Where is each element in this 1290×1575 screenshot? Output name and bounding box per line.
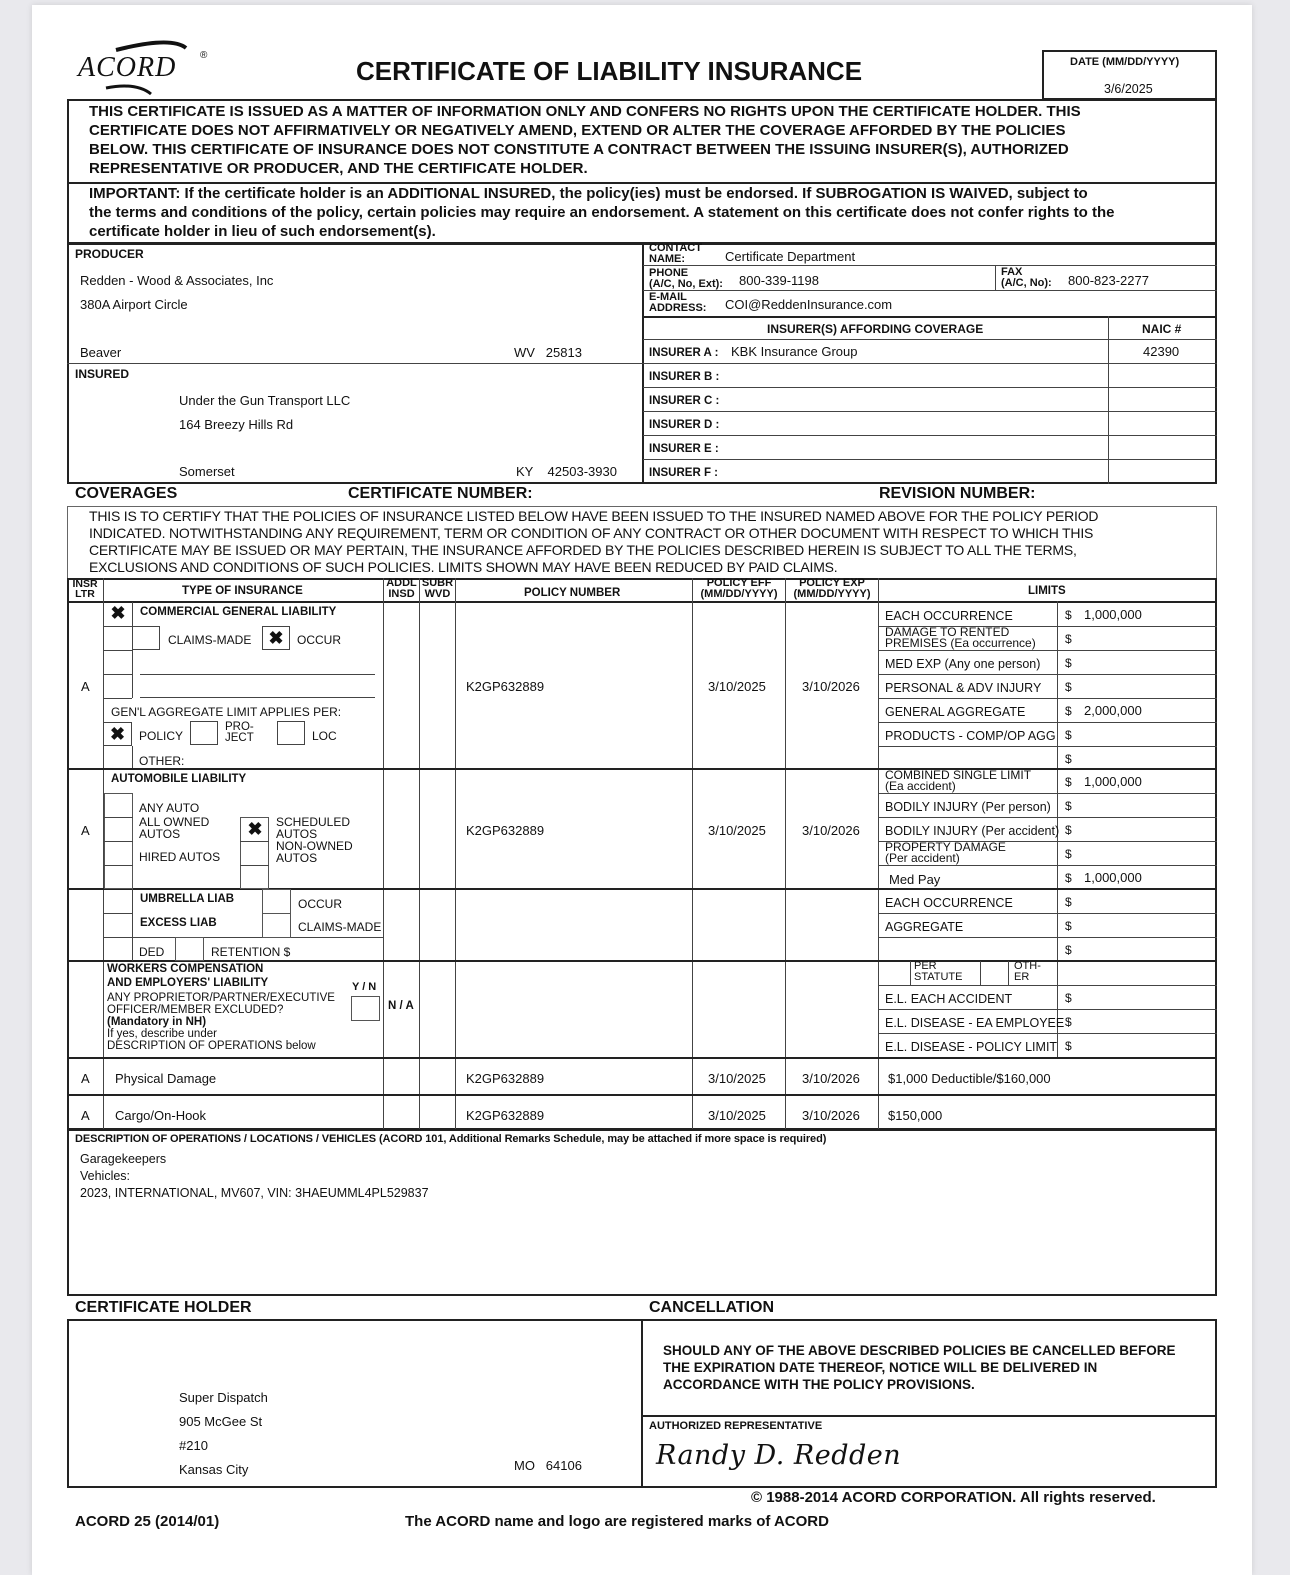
dollar-sign: $ (1065, 871, 1072, 885)
all-owned-autos-label: ALL OWNED AUTOS (139, 815, 210, 841)
policy-checkbox[interactable]: ✖ (104, 722, 132, 746)
yn-label: Y / N (352, 981, 377, 993)
any-auto-label: ANY AUTO (139, 801, 200, 815)
dollar-sign: $ (1065, 991, 1072, 1005)
cgl-policy-number: K2GP632889 (466, 679, 545, 694)
holder-city: Kansas City (179, 1462, 249, 1477)
logo-registered-mark: ® (200, 50, 208, 61)
cgl-insurer-letter: A (81, 679, 90, 694)
email-label: E-MAIL ADDRESS: (649, 291, 707, 314)
row-insurer-letter: A (81, 1071, 90, 1086)
row-limit: $150,000 (888, 1108, 943, 1123)
trademark-notice: The ACORD name and logo are registered marks of ACORD (405, 1513, 829, 1530)
na-label: N / A (388, 1000, 414, 1012)
insured-city: Somerset (179, 464, 235, 479)
cgl-title: COMMERCIAL GENERAL LIABILITY (140, 606, 337, 618)
loc-checkbox[interactable] (277, 721, 305, 745)
limit-label: GENERAL AGGREGATE (885, 705, 1026, 719)
limit-row-divider (878, 1033, 1217, 1034)
limit-row-divider (878, 746, 1217, 747)
dollar-sign: $ (1065, 775, 1072, 789)
limit-row-divider (878, 674, 1217, 675)
holder-suite: #210 (179, 1438, 208, 1453)
col-header-policy-eff: POLICY EFF (MM/DD/YYYY) (700, 577, 778, 600)
insured-label: INSURED (75, 367, 130, 381)
limit-label: BODILY INJURY (Per accident) (885, 824, 1060, 838)
limit-label-line: (Per accident) (885, 851, 960, 865)
ded-checkbox[interactable] (175, 937, 204, 961)
revision-number-label: REVISION NUMBER: (879, 485, 1036, 502)
contact-name: Certificate Department (725, 249, 856, 264)
insurer-label: INSURER A : (649, 347, 719, 359)
fax-label: FAX (A/C, No): (1001, 266, 1052, 289)
row-policy-exp: 3/10/2026 (802, 1108, 860, 1123)
insurer-name: KBK Insurance Group (731, 344, 858, 359)
limit-value: 1,000,000 (1084, 870, 1142, 885)
row-policy-number: K2GP632889 (466, 1108, 545, 1123)
col-header-insr-ltr: INSR LTR (72, 578, 98, 600)
phone-value: 800-339-1198 (739, 273, 819, 288)
insurer-row-divider (643, 363, 1217, 364)
insurer-label: INSURER D : (649, 419, 720, 431)
dollar-sign: $ (1065, 847, 1072, 861)
dollar-sign: $ (1065, 752, 1072, 766)
limit-label: E.L. DISEASE - EA EMPLOYEE (885, 1016, 1065, 1030)
cgl-policy-exp: 3/10/2026 (802, 679, 860, 694)
coverages-statement: THIS IS TO CERTIFY THAT THE POLICIES OF INSURANCE LISTED BELOW HAVE BEEN ISSUED TO THE INSURED NAMED ABOVE FOR THE POLICY PERIOD INDICATED. NOTWITHSTANDING ANY REQUIREMENT, TERM OR CONDITION OF ANY CONTRACT OR OTHER DOCUMENT WITH RESPECT TO WHICH THIS CERTIFICATE MAY BE ISSUED OR MAY PERTAIN, THE INSURANCE AFFORDED BY THE POLICIES DESCRIBED HEREIN IS SUBJECT TO ALL THE TERMS, EXCLUSIONS AND CONDITIONS OF SUCH POLICIES. LIMITS SHOWN MAY HAVE BEEN REDUCED BY PAID CLAIMS. (89, 508, 1099, 575)
limit-label-line: PREMISES (Ea occurrence) (885, 636, 1036, 650)
holder-name: Super Dispatch (179, 1390, 268, 1405)
scheduled-autos-label: SCHEDULED AUTOS (276, 815, 351, 841)
insured-address: 164 Breezy Hills Rd (179, 417, 294, 432)
date-value: 3/6/2025 (1104, 82, 1153, 96)
holder-address (179, 1386, 268, 1482)
other-label: OTHER: (139, 754, 185, 768)
cancellation-label: CANCELLATION (649, 1299, 775, 1316)
umbrella-occur-label: OCCUR (298, 897, 342, 911)
limit-value: 2,000,000 (1084, 703, 1142, 718)
acord-logo (76, 38, 216, 98)
hired-autos-label: HIRED AUTOS (139, 850, 221, 864)
workers-question: ANY PROPRIETOR/PARTNER/EXECUTIVE OFFICER/MEMBER EXCLUDED? (Mandatory in NH) If yes, describe under DESCRIPTION OF OPERATIONS below (107, 992, 335, 1052)
holder-street: 905 McGee St (179, 1414, 263, 1429)
email-value: COI@ReddenInsurance.com (725, 297, 893, 312)
row-policy-eff: 3/10/2025 (708, 1108, 766, 1123)
row-policy-eff: 3/10/2025 (708, 1071, 766, 1086)
signature: Randy D. Redden (656, 1440, 902, 1471)
limit-label-line: PROPERTY DAMAGE (885, 840, 1006, 854)
dollar-sign: $ (1065, 895, 1072, 909)
producer-city: Beaver (80, 345, 122, 360)
dollar-sign: $ (1065, 680, 1072, 694)
limit-label: Med Pay (889, 872, 941, 887)
dollar-sign: $ (1065, 823, 1072, 837)
insurer-row-divider (643, 387, 1217, 388)
dollar-sign: $ (1065, 656, 1072, 670)
limit-label: MED EXP (Any one person) (885, 657, 1041, 671)
col-header-policy-exp: POLICY EXP (MM/DD/YYYY) (793, 577, 871, 600)
certificate-holder-label: CERTIFICATE HOLDER (75, 1299, 252, 1316)
row-coverage-type: Cargo/On-Hook (115, 1108, 207, 1123)
limit-label (885, 770, 1031, 792)
umbrella-claims-made-checkbox[interactable] (262, 913, 291, 938)
col-header-addl-insd: ADDL INSD (386, 577, 417, 600)
dollar-sign: $ (1065, 943, 1072, 957)
claims-made-checkbox[interactable] (132, 626, 160, 650)
phone-label: PHONE (A/C, No, Ext): (649, 267, 723, 290)
project-checkbox[interactable] (190, 721, 218, 745)
limit-value: 1,000,000 (1084, 774, 1142, 789)
insurer-label: INSURER C : (649, 395, 720, 407)
coverages-label: COVERAGES (75, 485, 178, 502)
fax-value: 800-823-2277 (1068, 273, 1149, 288)
per-statute-label: PER STATUTE (914, 960, 963, 983)
insurers-header: INSURER(S) AFFORDING COVERAGE (767, 322, 984, 336)
cgl-checkbox[interactable]: ✖ (110, 603, 126, 623)
insurer-row-divider (643, 411, 1217, 412)
limit-row-divider (878, 650, 1217, 651)
limit-label: E.L. EACH ACCIDENT (885, 992, 1013, 1006)
insured-name: Under the Gun Transport LLC (179, 393, 351, 408)
other-er-label: OTH- ER (1014, 960, 1041, 983)
limit-row-divider (878, 698, 1217, 699)
limit-label (885, 627, 1036, 649)
holder-state-zip: MO 64106 (514, 1458, 582, 1473)
insurer-label: INSURER E : (649, 443, 719, 455)
producer-label: PRODUCER (75, 247, 144, 261)
non-owned-autos-label: NON-OWNED AUTOS (276, 839, 353, 865)
description-label: DESCRIPTION OF OPERATIONS / LOCATIONS / VEHICLES (ACORD 101, Additional Remarks Schedule, may be attached if more space is required) (75, 1133, 827, 1145)
limit-label: AGGREGATE (885, 920, 964, 934)
info-notice: THIS CERTIFICATE IS ISSUED AS A MATTER OF INFORMATION ONLY AND CONFERS NO RIGHTS UPON THE CERTIFICATE HOLDER. THIS CERTIFICATE DOES NOT AFFIRMATIVELY OR NEGATIVELY AMEND, EXTEND OR ALTER THE COVERAGE AFFORDED BY THE POLICIES BELOW. THIS CERTIFICATE OF INSURANCE DOES NOT CONSTITUTE A CONTRACT BETWEEN THE ISSUING INSURER(S), AUTHORIZED REPRESENTATIVE OR PRODUCER, AND THE CERTIFICATE HOLDER. (89, 103, 1081, 177)
auto-insurer-letter: A (81, 823, 90, 838)
limit-label-line: DAMAGE TO RENTED (885, 625, 1010, 639)
dollar-sign: $ (1065, 1015, 1072, 1029)
excluded-yn-checkbox[interactable] (351, 996, 380, 1021)
col-header-policy-number: POLICY NUMBER (524, 587, 621, 599)
limit-row-divider (878, 865, 1217, 866)
dollar-sign: $ (1065, 919, 1072, 933)
claims-made-label: CLAIMS-MADE (168, 633, 252, 647)
insurer-row-divider (643, 435, 1217, 436)
insurer-row-divider (643, 459, 1217, 460)
scheduled-autos-checkbox[interactable]: ✖ (247, 819, 263, 839)
copyright: © 1988-2014 ACORD CORPORATION. All rights reserved. (751, 1489, 1156, 1506)
description-text: Garagekeepers Vehicles: 2023, INTERNATIONAL, MV607, VIN: 3HAEUMML4PL529837 (80, 1152, 429, 1200)
limit-value: 1,000,000 (1084, 607, 1142, 622)
limit-row-divider (878, 722, 1217, 723)
dollar-sign: $ (1065, 1039, 1072, 1053)
limit-label-line: COMBINED SINGLE LIMIT (885, 768, 1032, 782)
dollar-sign: $ (1065, 608, 1072, 622)
date-label: DATE (MM/DD/YYYY) (1070, 56, 1180, 68)
project-label: PRO- JECT (225, 721, 254, 744)
row-limit: $1,000 Deductible/$160,000 (888, 1071, 1051, 1086)
limit-label: PERSONAL & ADV INJURY (885, 681, 1042, 695)
insurer-label: INSURER F : (649, 467, 718, 479)
occur-checkbox[interactable]: ✖ (262, 626, 290, 650)
limit-label: BODILY INJURY (Per person) (885, 800, 1051, 814)
dollar-sign: $ (1065, 632, 1072, 646)
limit-row-divider (878, 937, 1217, 938)
col-header-subr-wvd: SUBR WVD (421, 577, 454, 600)
cancellation-text: SHOULD ANY OF THE ABOVE DESCRIBED POLICIES BE CANCELLED BEFORE THE EXPIRATION DATE THEREOF, NOTICE WILL BE DELIVERED IN ACCORDANCE WITH THE POLICY PROVISIONS. (663, 1343, 1176, 1392)
contact-name-label: CONTACT NAME: (649, 242, 702, 265)
workers-comp-title: WORKERS COMPENSATION AND EMPLOYERS' LIABILITY (107, 963, 269, 989)
umbrella-liab-label: UMBRELLA LIAB (140, 893, 235, 905)
dollar-sign: $ (1065, 728, 1072, 742)
naic-header: NAIC # (1142, 322, 1182, 336)
form-id: ACORD 25 (2014/01) (75, 1513, 220, 1530)
retention-label: RETENTION $ (211, 945, 291, 959)
row-policy-number: K2GP632889 (466, 1071, 545, 1086)
insured-state-zip: KY 42503-3930 (516, 464, 617, 479)
page-title: CERTIFICATE OF LIABILITY INSURANCE (356, 56, 863, 86)
limit-label: EACH OCCURRENCE (885, 896, 1013, 910)
dollar-sign: $ (1065, 704, 1072, 718)
producer-address: 380A Airport Circle (80, 297, 188, 312)
umbrella-occur-checkbox[interactable] (262, 889, 291, 914)
auto-policy-exp: 3/10/2026 (802, 823, 860, 838)
producer-name: Redden - Wood & Associates, Inc (80, 273, 274, 288)
authorized-rep-label: AUTHORIZED REPRESENTATIVE (649, 1420, 823, 1432)
limit-row-divider (878, 1009, 1217, 1010)
certificate-number-label: CERTIFICATE NUMBER: (348, 485, 533, 502)
insurer-label: INSURER B : (649, 371, 720, 383)
occur-label: OCCUR (297, 633, 341, 647)
insurer-naic: 42390 (1143, 344, 1180, 359)
auto-policy-eff: 3/10/2025 (708, 823, 766, 838)
row-coverage-type: Physical Damage (115, 1071, 217, 1086)
limit-row-divider (878, 817, 1217, 818)
col-header-limits: LIMITS (1028, 585, 1066, 597)
loc-label: LOC (312, 729, 337, 743)
limit-label: E.L. DISEASE - POLICY LIMIT (885, 1040, 1058, 1054)
limit-label: PRODUCTS - COMP/OP AGG (885, 729, 1056, 743)
auto-policy-number: K2GP632889 (466, 823, 545, 838)
col-header-type: TYPE OF INSURANCE (182, 585, 303, 597)
limit-row-divider (878, 913, 1217, 914)
policy-label: POLICY (139, 729, 184, 743)
cgl-policy-eff: 3/10/2025 (708, 679, 766, 694)
excess-liab-label: EXCESS LIAB (140, 917, 217, 929)
ded-label: DED (139, 945, 165, 959)
important-notice: IMPORTANT: If the certificate holder is an ADDITIONAL INSURED, the policy(ies) must be endorsed. If SUBROGATION IS WAIVED, subject to the terms and conditions of the policy, certain policies may require an endorsement. A statement on this certificate does not confer rights to the certificate holder in lieu of such endorsement(s). (89, 185, 1115, 240)
limit-label-line: (Ea accident) (885, 779, 956, 793)
logo-text: ACORD (78, 52, 177, 83)
producer-state-zip: WV 25813 (514, 345, 582, 360)
limit-label: EACH OCCURRENCE (885, 609, 1013, 623)
row-insurer-letter: A (81, 1108, 90, 1123)
row-policy-exp: 3/10/2026 (802, 1071, 860, 1086)
dollar-sign: $ (1065, 799, 1072, 813)
limit-row-divider (878, 793, 1217, 794)
gen-aggregate-label: GEN'L AGGREGATE LIMIT APPLIES PER: (111, 705, 342, 719)
umbrella-claims-made-label: CLAIMS-MADE (298, 920, 382, 934)
auto-title: AUTOMOBILE LIABILITY (111, 773, 247, 785)
limit-label (885, 842, 1006, 864)
